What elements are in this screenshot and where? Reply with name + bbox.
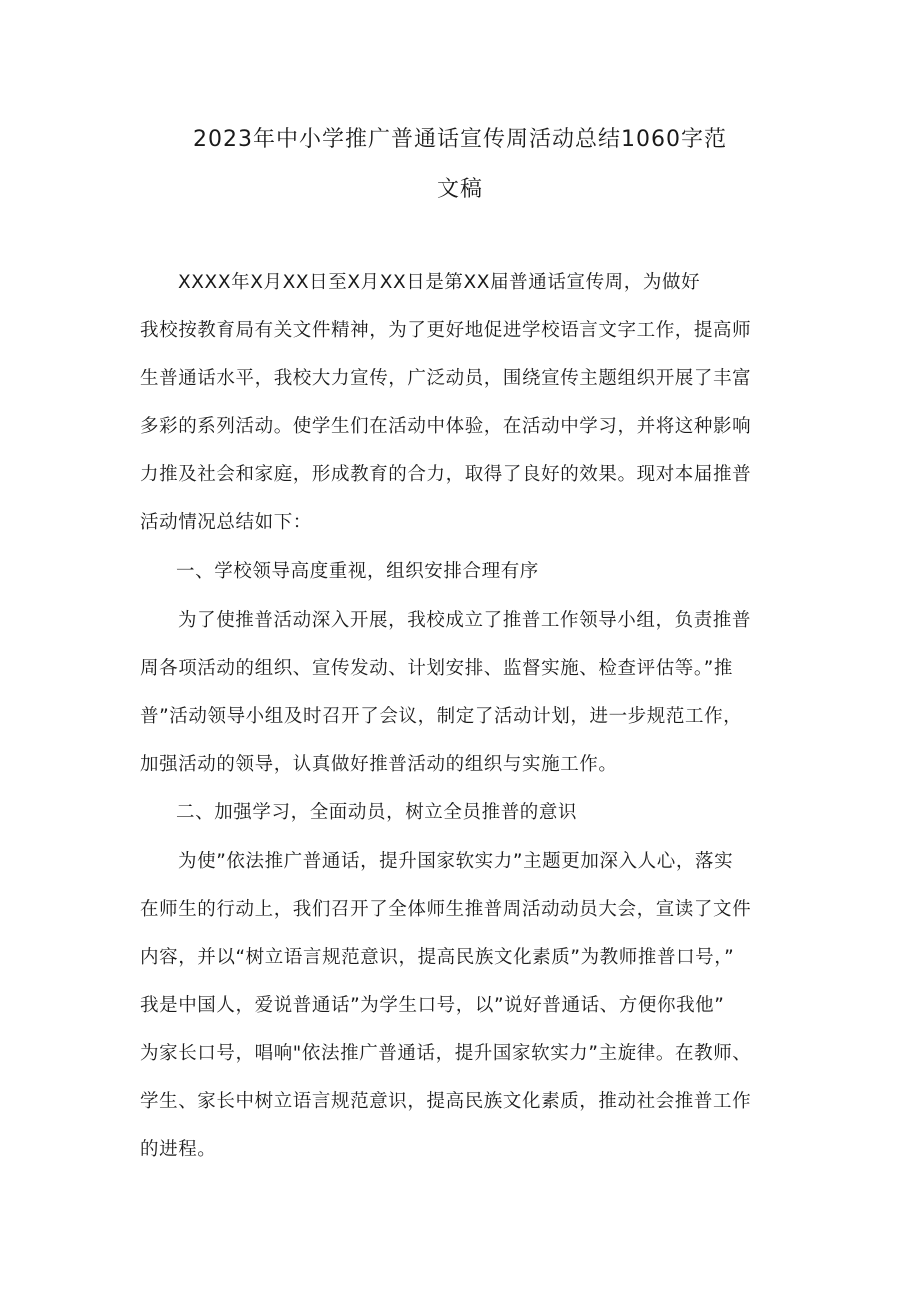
paragraph-3-line-4: 我是中国人，爱说普通话”为学生口号，以”说好普通话、方便你我他” xyxy=(140,995,725,1016)
paragraph-1-line-6: 活动情况总结如下： xyxy=(140,512,312,533)
paragraph-1-line-3: 生普通话水平，我校大力宣传，广泛动员，围绕宣传主题组织开展了丰富 xyxy=(140,368,752,389)
paragraph-3-line-2: 在师生的行动上，我们召开了全体师生推普周活动动员大会，宣读了文件 xyxy=(140,899,752,920)
section-heading-1: 一、学校领导高度重视，组织安排合理有序 xyxy=(176,561,539,582)
paragraph-3-line-1: 为使”依法推广普通话，提升国家软实力”主题更加深入人心，落实 xyxy=(178,851,734,872)
paragraph-3-line-7: 的进程。 xyxy=(140,1139,217,1160)
paragraph-1-line-5: 力推及社会和家庭，形成教育的合力，取得了良好的效果。现对本届推普 xyxy=(140,464,752,485)
paragraph-1-line-2: 我校按教育局有关文件精神，为了更好地促进学校语言文字工作，提高师 xyxy=(140,320,752,341)
paragraph-3-line-6: 学生、家长中树立语言规范意识，提高民族文化素质，推动社会推普工作 xyxy=(140,1091,752,1112)
paragraph-2-line-2: 周各项活动的组织、宣传发动、计划安排、监督实施、检查评估等。”推 xyxy=(140,658,734,679)
section-heading-2: 二、加强学习，全面动员，树立全员推普的意识 xyxy=(176,802,578,823)
document-title-line-2: 文稿 xyxy=(436,177,483,202)
paragraph-2-line-4: 加强活动的领导，认真做好推普活动的组织与实施工作。 xyxy=(140,754,618,775)
paragraph-2-line-3: 普”活动领导小组及时召开了会议，制定了活动计划，进一步规范工作， xyxy=(140,706,743,727)
paragraph-3-line-3: 内容，并以“树立语言规范意识，提高民族文化素质”为教师推普口号，” xyxy=(140,947,735,968)
paragraph-3-line-5: 为家长口号，唱响"依法推广普通话，提升国家软实力”主旋律。在教师、 xyxy=(140,1043,752,1064)
paragraph-1-line-1: XXXX年X月XX日至X月XX日是第XX届普通话宣传周，为做好 xyxy=(178,272,701,293)
paragraph-2-line-1: 为了使推普活动深入开展，我校成立了推普工作领导小组，负责推普 xyxy=(178,610,752,631)
paragraph-1-line-4: 多彩的系列活动。使学生们在活动中体验，在活动中学习，并将这种影响 xyxy=(140,416,752,437)
document-title-line-1: 2023年中小学推广普通话宣传周活动总结1060字范 xyxy=(193,127,727,152)
